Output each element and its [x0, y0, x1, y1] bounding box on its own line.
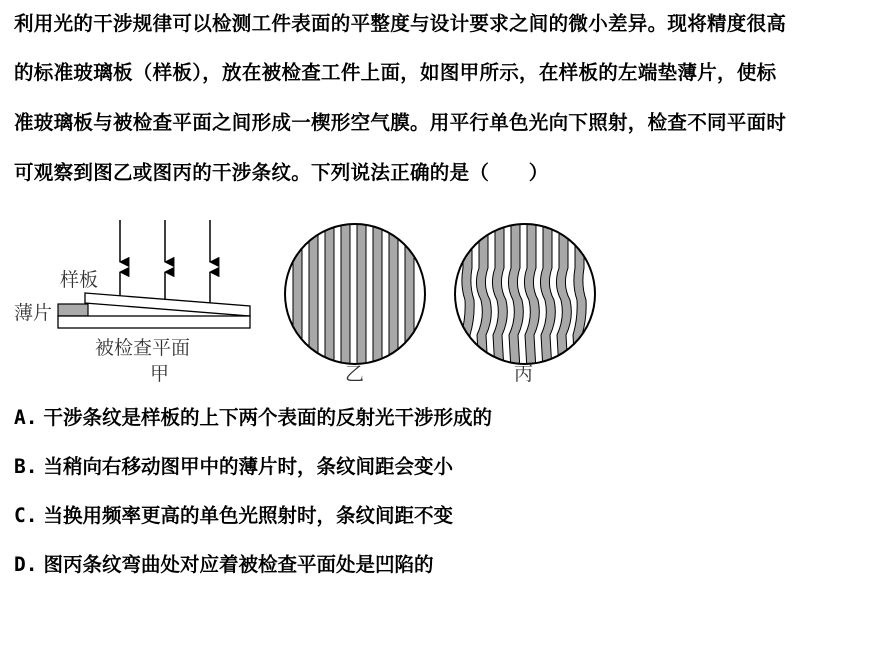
- figure-jia-apparatus: [14, 220, 250, 385]
- tested-surface: [58, 316, 250, 328]
- fringe-band: [389, 220, 398, 370]
- fringe-band: [341, 220, 350, 370]
- question-stem-line-3: 准玻璃板与被检查平面之间形成一楔形空气膜。用平行单色光向下照射，检查不同平面时: [14, 111, 787, 134]
- label-shim: 薄片: [14, 302, 53, 324]
- caption-jia: 甲: [150, 363, 170, 385]
- fringe-band-curved: [508, 220, 523, 370]
- option-a[interactable]: A. 干涉条纹是样板的上下两个表面的反射光干涉形成的: [14, 406, 492, 429]
- fringe-band: [373, 220, 382, 370]
- fringe-band-curved: [540, 220, 555, 370]
- fringe-band-curved: [573, 220, 586, 370]
- fringe-band-curved: [524, 220, 539, 370]
- label-sample: 样板: [60, 269, 99, 291]
- caption-yi: 乙: [345, 363, 365, 385]
- option-d[interactable]: D. 图丙条纹弯曲处对应着被检查平面处是凹陷的: [14, 553, 434, 576]
- figure-yi-straight-fringes: [285, 220, 425, 385]
- fringe-band: [325, 220, 334, 370]
- option-c[interactable]: C. 当换用频率更高的单色光照射时，条纹间距不变: [14, 504, 453, 527]
- question-stem-line-1: 利用光的干涉规律可以检测工件表面的平整度与设计要求之间的微小差异。现将精度很高: [14, 12, 787, 35]
- fringe-band-curved: [492, 220, 507, 370]
- fringe-band: [357, 220, 366, 370]
- question-stem-line-2: 的标准玻璃板（样板），放在被检查工件上面，如图甲所示，在样板的左端垫薄片，使标: [14, 61, 777, 84]
- option-b[interactable]: B. 当稍向右移动图甲中的薄片时，条纹间距会变小: [14, 455, 453, 478]
- sample-plate: [85, 293, 250, 316]
- question-stem-line-4: 可观察到图乙或图丙的干涉条纹。下列说法正确的是（ ）: [14, 161, 549, 184]
- fringe-band-curved: [461, 220, 474, 370]
- fringe-band: [405, 220, 414, 370]
- interference-figure: [0, 210, 891, 390]
- label-surface: 被检查平面: [95, 337, 191, 359]
- caption-bing: 丙: [514, 363, 534, 385]
- figure-bing-curved-fringes: [455, 220, 595, 385]
- fringe-band: [293, 220, 302, 370]
- shim-piece: [58, 304, 88, 316]
